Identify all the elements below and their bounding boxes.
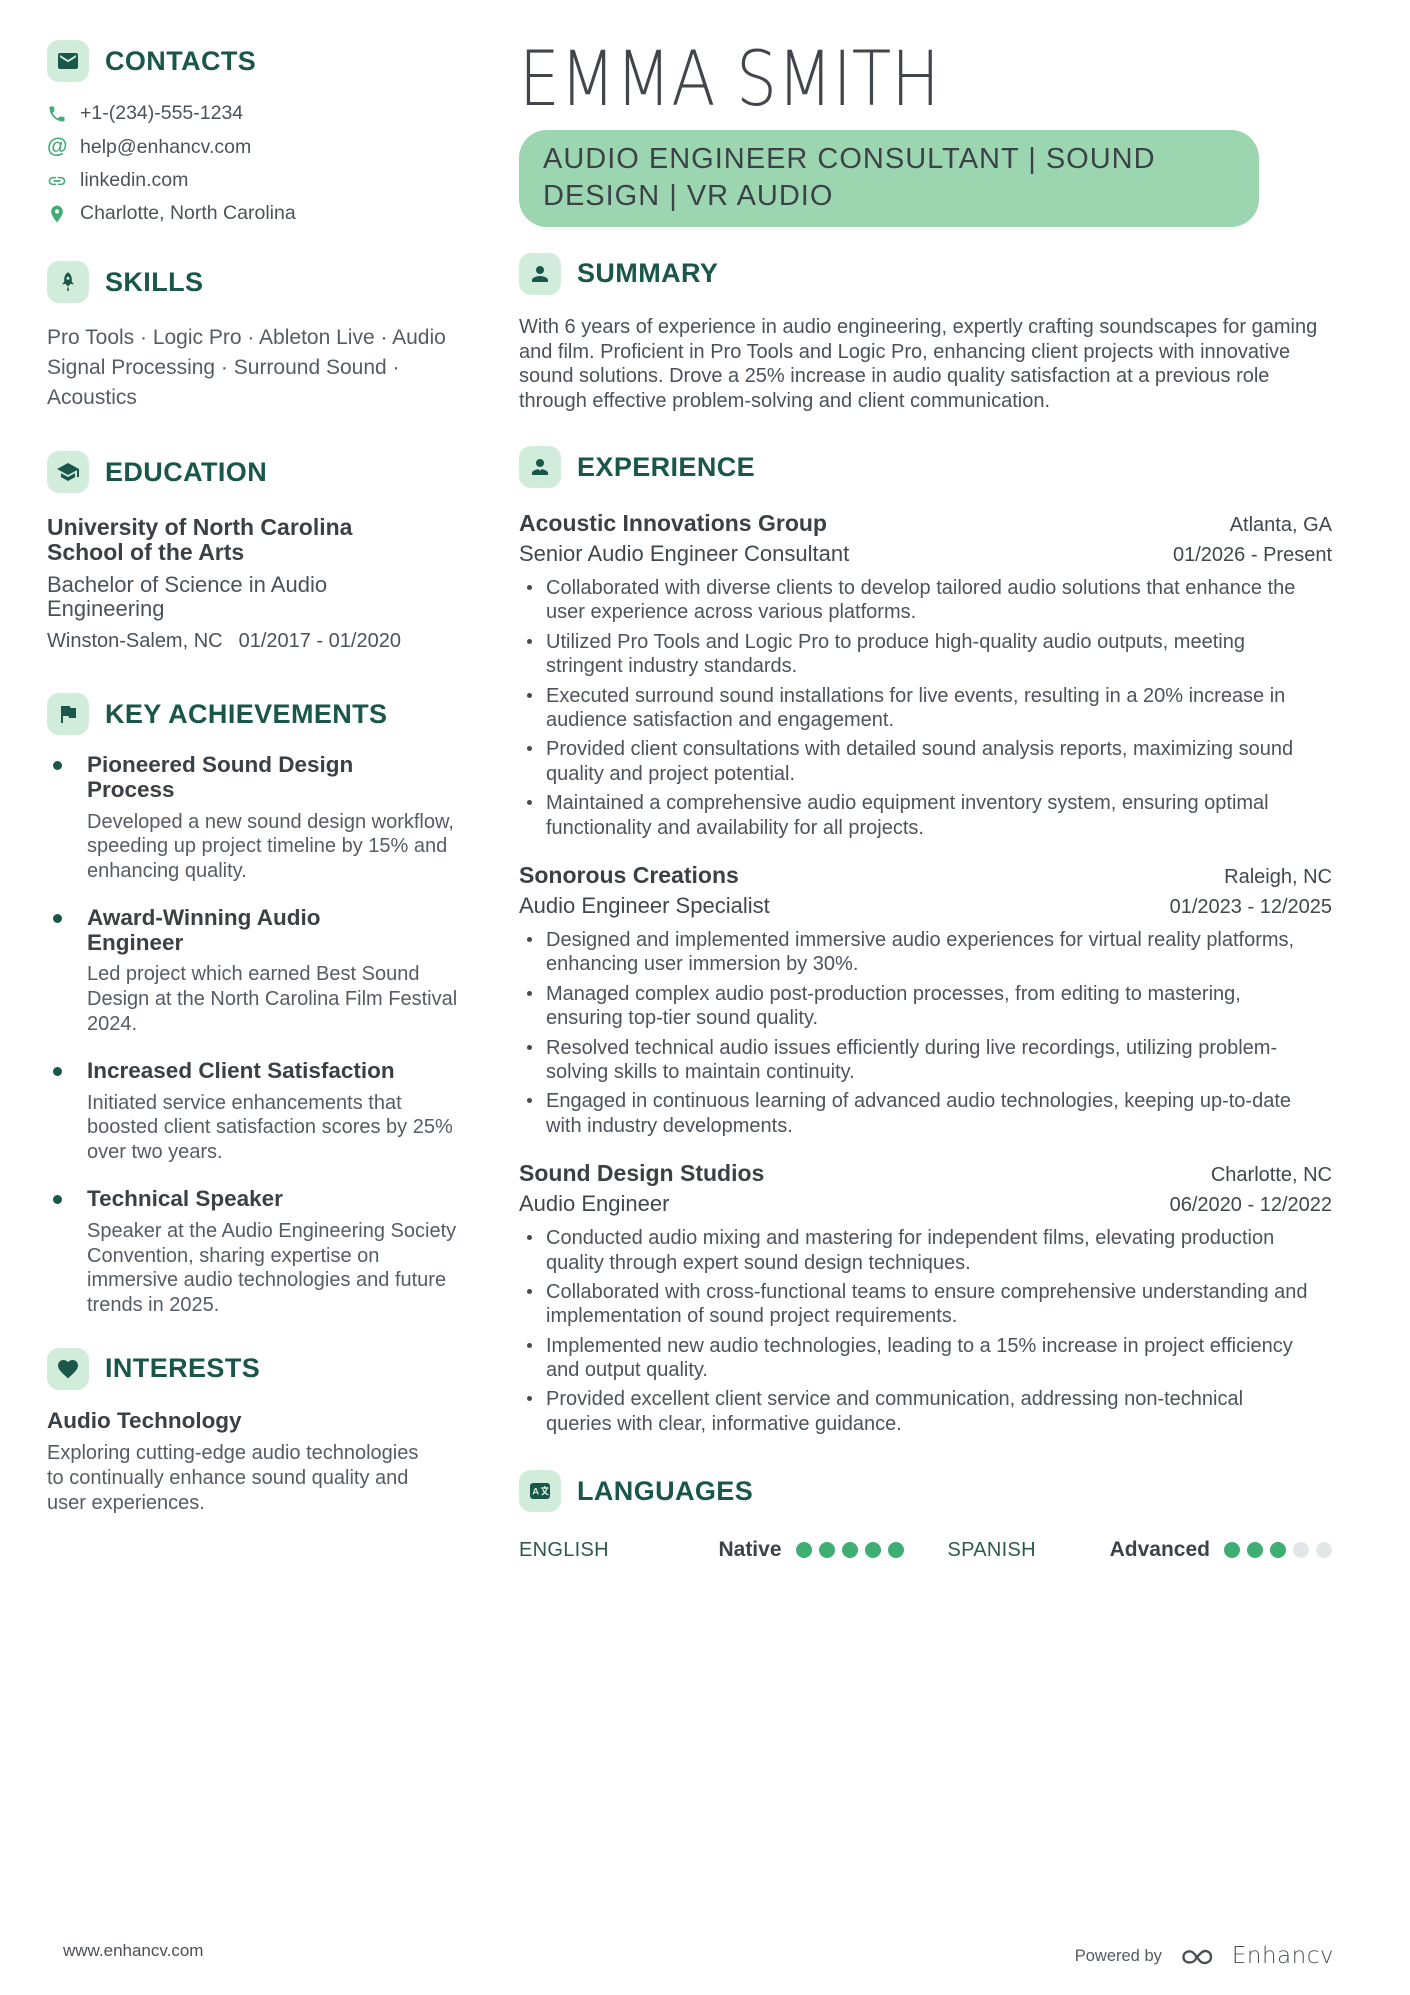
- dot-filled: [796, 1542, 812, 1558]
- job-bullet: Implemented new audio technologies, leading to a 15% increase in project efficiency and output quality.: [519, 1334, 1309, 1383]
- job-dates: 06/2020 - 12/2022: [1169, 1194, 1332, 1217]
- summary-section-header: [519, 253, 1332, 295]
- enhancv-brand-name[interactable]: Enhancv: [1231, 1943, 1334, 1969]
- company-name: Acoustic Innovations Group: [519, 510, 827, 537]
- rocket-icon: [47, 261, 89, 303]
- achievement-desc: Developed a new sound design workflow, speeding up project timeline by 15% and enhancing quality.: [87, 810, 454, 883]
- interests-section-header: [47, 1348, 469, 1390]
- experience-heading: EXPERIENCE: [577, 451, 756, 482]
- interest-desc: Exploring cutting-edge audio technologies to continually enhance sound quality and user experiences.: [47, 1441, 419, 1514]
- experience-entry: [519, 510, 1332, 840]
- powered-by: [1075, 1943, 1334, 1969]
- experience-entry: [519, 862, 1332, 1138]
- job-bullet: Collaborated with cross-functional teams to ensure comprehensive understanding and implementation of sound project requirements.: [519, 1280, 1309, 1329]
- skills-section-header: [47, 261, 469, 303]
- dot-empty: [1316, 1542, 1332, 1558]
- job-role: Audio Engineer: [519, 1191, 670, 1217]
- job-dates: 01/2023 - 12/2025: [1169, 895, 1332, 918]
- education-location: Winston-Salem, NC: [47, 630, 223, 653]
- contact-list: [47, 102, 469, 225]
- job-bullet: Managed complex audio post-production processes, from editing to mastering, ensuring top-tier sound quality.: [519, 982, 1309, 1031]
- key-achievements-section-header: [47, 693, 469, 735]
- dot-filled: [1247, 1542, 1263, 1558]
- interest-item: [47, 1408, 469, 1515]
- job-location: Atlanta, GA: [1229, 514, 1332, 537]
- contacts-section-header: [47, 40, 469, 82]
- achievement-title: Increased Client Satisfaction: [87, 1057, 395, 1083]
- at-icon: @: [47, 135, 68, 158]
- language-list: [519, 1538, 1332, 1562]
- contact-location: [47, 202, 469, 225]
- location-text: Charlotte, North Carolina: [80, 202, 296, 224]
- dot-empty: [1293, 1542, 1309, 1558]
- job-bullet: Provided client consultations with detailed sound analysis reports, maximizing sound quality and project potential.: [519, 737, 1309, 786]
- phone-number: +1-(234)-555-1234: [80, 102, 244, 124]
- location-pin-icon: [47, 204, 67, 224]
- person-icon: [519, 253, 561, 295]
- job-bullet-list: [519, 576, 1332, 840]
- website-url[interactable]: www.enhancv.com: [63, 1941, 204, 1960]
- company-name: Sonorous Creations: [519, 861, 739, 888]
- main-content: [519, 34, 1332, 1562]
- job-bullet: Maintained a comprehensive audio equipment inventory system, ensuring optimal functionality and availability for all projects.: [519, 791, 1309, 840]
- job-bullet: Collaborated with diverse clients to develop tailored audio solutions that enhance the user experience across various platforms.: [519, 576, 1309, 625]
- achievement-list: [47, 753, 469, 1318]
- job-bullet: Provided excellent client service and communication, addressing non-technical queries with clear, informative guidance.: [519, 1387, 1309, 1436]
- achievement-item: [47, 1059, 469, 1165]
- powered-by-label: Powered by: [1074, 1946, 1162, 1965]
- translate-icon: [519, 1470, 561, 1512]
- achievement-title: Award-Winning Audio Engineer: [87, 904, 321, 955]
- achievement-item: [47, 906, 469, 1037]
- skills-list: Pro Tools · Logic Pro · Ableton Live · Audio Signal Processing · Surround Sound · Acoustics: [47, 326, 446, 410]
- dot-filled: [865, 1542, 881, 1558]
- education-dates: 01/2017 - 01/2020: [238, 630, 401, 653]
- dot-filled: [1270, 1542, 1286, 1558]
- achievement-title: Technical Speaker: [87, 1186, 283, 1211]
- education-section-header: [47, 451, 469, 493]
- job-location: Charlotte, NC: [1210, 1164, 1332, 1187]
- education-heading: EDUCATION: [105, 456, 268, 487]
- language-item: [519, 1538, 904, 1562]
- job-role: Senior Audio Engineer Consultant: [519, 541, 850, 567]
- job-dates: 01/2026 - Present: [1173, 544, 1332, 567]
- envelope-icon: [47, 40, 89, 82]
- job-bullet-list: [519, 1226, 1332, 1436]
- person-name: EMMA SMITH: [519, 34, 940, 123]
- heart-icon: [47, 1348, 89, 1390]
- linkedin-url[interactable]: linkedin.com: [80, 169, 189, 191]
- job-bullet: Resolved technical audio issues efficiently during live recordings, utilizing problem-solving skills to maintain continuity.: [519, 1036, 1309, 1085]
- language-name: SPANISH: [947, 1538, 1036, 1561]
- job-role: Audio Engineer Specialist: [519, 892, 770, 918]
- degree-name: Bachelor of Science in Audio Engineering: [47, 571, 328, 621]
- achievement-item: [47, 1187, 469, 1318]
- experience-entry: [519, 1160, 1332, 1436]
- achievement-title: Pioneered Sound Design Process: [87, 752, 354, 802]
- school-name: University of North Carolina School of the Arts: [47, 514, 353, 565]
- dot-filled: [819, 1542, 835, 1558]
- sidebar: [47, 40, 469, 1562]
- language-level: Native: [718, 1538, 782, 1562]
- dot-filled: [1224, 1542, 1240, 1558]
- languages-section-header: [519, 1470, 1332, 1512]
- language-level: Advanced: [1109, 1538, 1210, 1562]
- experience-section-header: [519, 446, 1332, 488]
- job-bullet: Utilized Pro Tools and Logic Pro to produce high-quality audio outputs, meeting stringent industry standards.: [519, 630, 1309, 679]
- education-entry: [47, 515, 469, 653]
- job-bullet: Designed and implemented immersive audio experiences for virtual reality platforms, enhancing user immersion by 30%.: [519, 928, 1309, 977]
- enhancv-logo-icon[interactable]: [1174, 1943, 1220, 1969]
- job-bullet: Executed surround sound installations for live events, resulting in a 20% increase in audience satisfaction and engagement.: [519, 684, 1309, 733]
- languages-heading: LANGUAGES: [577, 1475, 754, 1506]
- phone-icon: [47, 104, 67, 124]
- company-name: Sound Design Studios: [519, 1160, 765, 1187]
- summary-heading: SUMMARY: [577, 258, 719, 289]
- job-title-pill: AUDIO ENGINEER CONSULTANT | SOUND DESIGN | VR AUDIO: [519, 130, 1259, 227]
- contact-linkedin[interactable]: [47, 169, 469, 192]
- link-icon: [47, 171, 67, 191]
- achievement-desc: Led project which earned Best Sound Design at the North Carolina Film Festival 2024.: [87, 963, 458, 1036]
- job-bullet: Engaged in continuous learning of advanced audio technologies, keeping up-to-date with industry developments.: [519, 1089, 1309, 1138]
- language-item: [948, 1538, 1333, 1562]
- contact-phone: [47, 102, 469, 125]
- job-bullet-list: [519, 928, 1332, 1138]
- contacts-heading: CONTACTS: [105, 45, 257, 76]
- dot-filled: [888, 1542, 904, 1558]
- language-name: ENGLISH: [519, 1538, 609, 1561]
- email-address[interactable]: help@enhancv.com: [80, 135, 252, 158]
- interest-title: Audio Technology: [47, 1407, 242, 1433]
- summary-text: With 6 years of experience in audio engineering, expertly crafting soundscapes for gaming and film. Proficient in Pro Tools and Logic Pro, enhancing client projects with innovative sound solutions. Drove a 25% increase in audio quality satisfaction at a previous role through effective problem-solving and client communication.: [519, 315, 1318, 413]
- language-proficiency-dots: [1224, 1542, 1332, 1558]
- achievement-item: [47, 753, 469, 884]
- key-achievements-heading: KEY ACHIEVEMENTS: [105, 698, 388, 729]
- achievement-desc: Initiated service enhancements that boosted client satisfaction scores by 25% over two years.: [87, 1091, 453, 1164]
- dot-filled: [842, 1542, 858, 1558]
- flag-icon: [47, 693, 89, 735]
- skills-heading: SKILLS: [105, 266, 204, 297]
- graduation-cap-icon: [47, 451, 89, 493]
- interests-heading: INTERESTS: [105, 1353, 261, 1384]
- achievement-desc: Speaker at the Audio Engineering Society Convention, sharing expertise on immersive audio technologies and future trends in 2025.: [87, 1219, 457, 1317]
- person-suit-icon: [519, 446, 561, 488]
- contact-email[interactable]: [47, 135, 469, 159]
- job-bullet: Conducted audio mixing and mastering for independent films, elevating production quality through expert sound design techniques.: [519, 1226, 1309, 1275]
- svg-text:A: A: [532, 1486, 540, 1498]
- language-proficiency-dots: [796, 1542, 904, 1558]
- job-location: Raleigh, NC: [1224, 865, 1332, 888]
